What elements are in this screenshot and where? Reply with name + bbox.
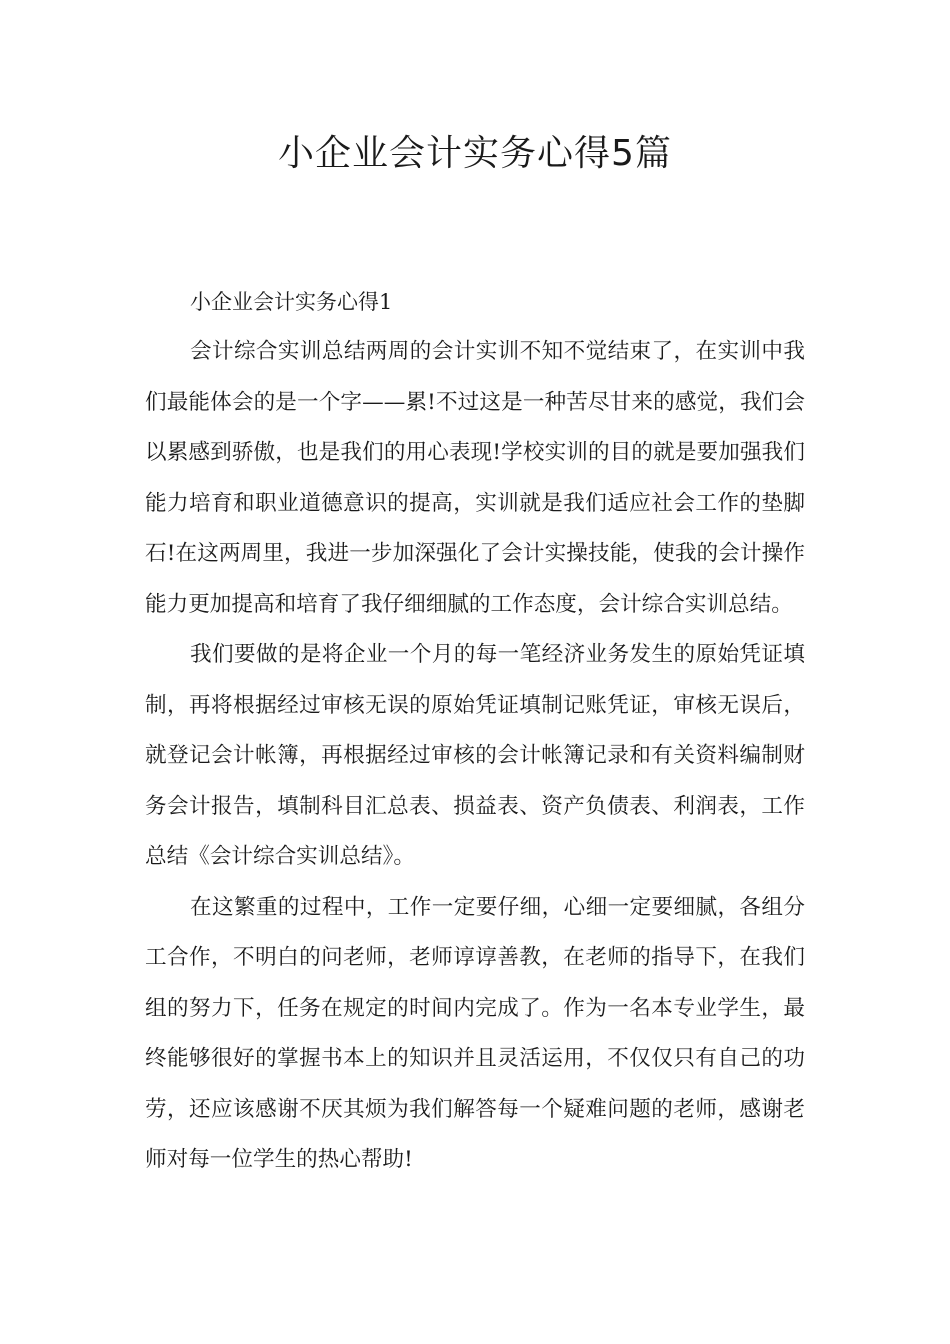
section-heading: 小企业会计实务心得1 [190, 290, 393, 314]
paragraph-3: 在这繁重的过程中，工作一定要仔细，心细一定要细腻，各组分工合作，不明白的问老师，老师谆谆善教，在老师的指导下，在我们组的努力下，任务在规定的时间内完成了。作为一名本专业学生，最终能够很好的掌握书本上的知识并且灵活运用，不仅仅只有自己的功劳，还应该感谢不厌其烦为我们解答每一个疑难问题的老师，感谢老师对每一位学生的热心帮助! [145, 894, 805, 1172]
document-body [145, 277, 805, 1186]
paragraph-1: 会计综合实训总结两周的会计实训不知不觉结束了，在实训中我们最能体会的是一个字——累!不过这是一种苦尽甘来的感觉，我们会以累感到骄傲，也是我们的用心表现!学校实训的目的就是要加强我们能力培育和职业道德意识的提高，实训就是我们适应社会工作的垫脚石!在这两周里，我进一步加深强化了会计实操技能，使我的会计操作能力更加提高和培育了我仔细细腻的工作态度，会计综合实训总结。 [145, 339, 805, 617]
document-title: 小企业会计实务心得5篇 [278, 133, 672, 174]
paragraph-2: 我们要做的是将企业一个月的每一笔经济业务发生的原始凭证填制，再将根据经过审核无误的原始凭证填制记账凭证，审核无误后，就登记会计帐簿，再根据经过审核的会计帐簿记录和有关资料编制财务会计报告，填制科目汇总表、损益表、资产负债表、利润表，工作总结《会计综合实训总结》。 [145, 642, 805, 869]
